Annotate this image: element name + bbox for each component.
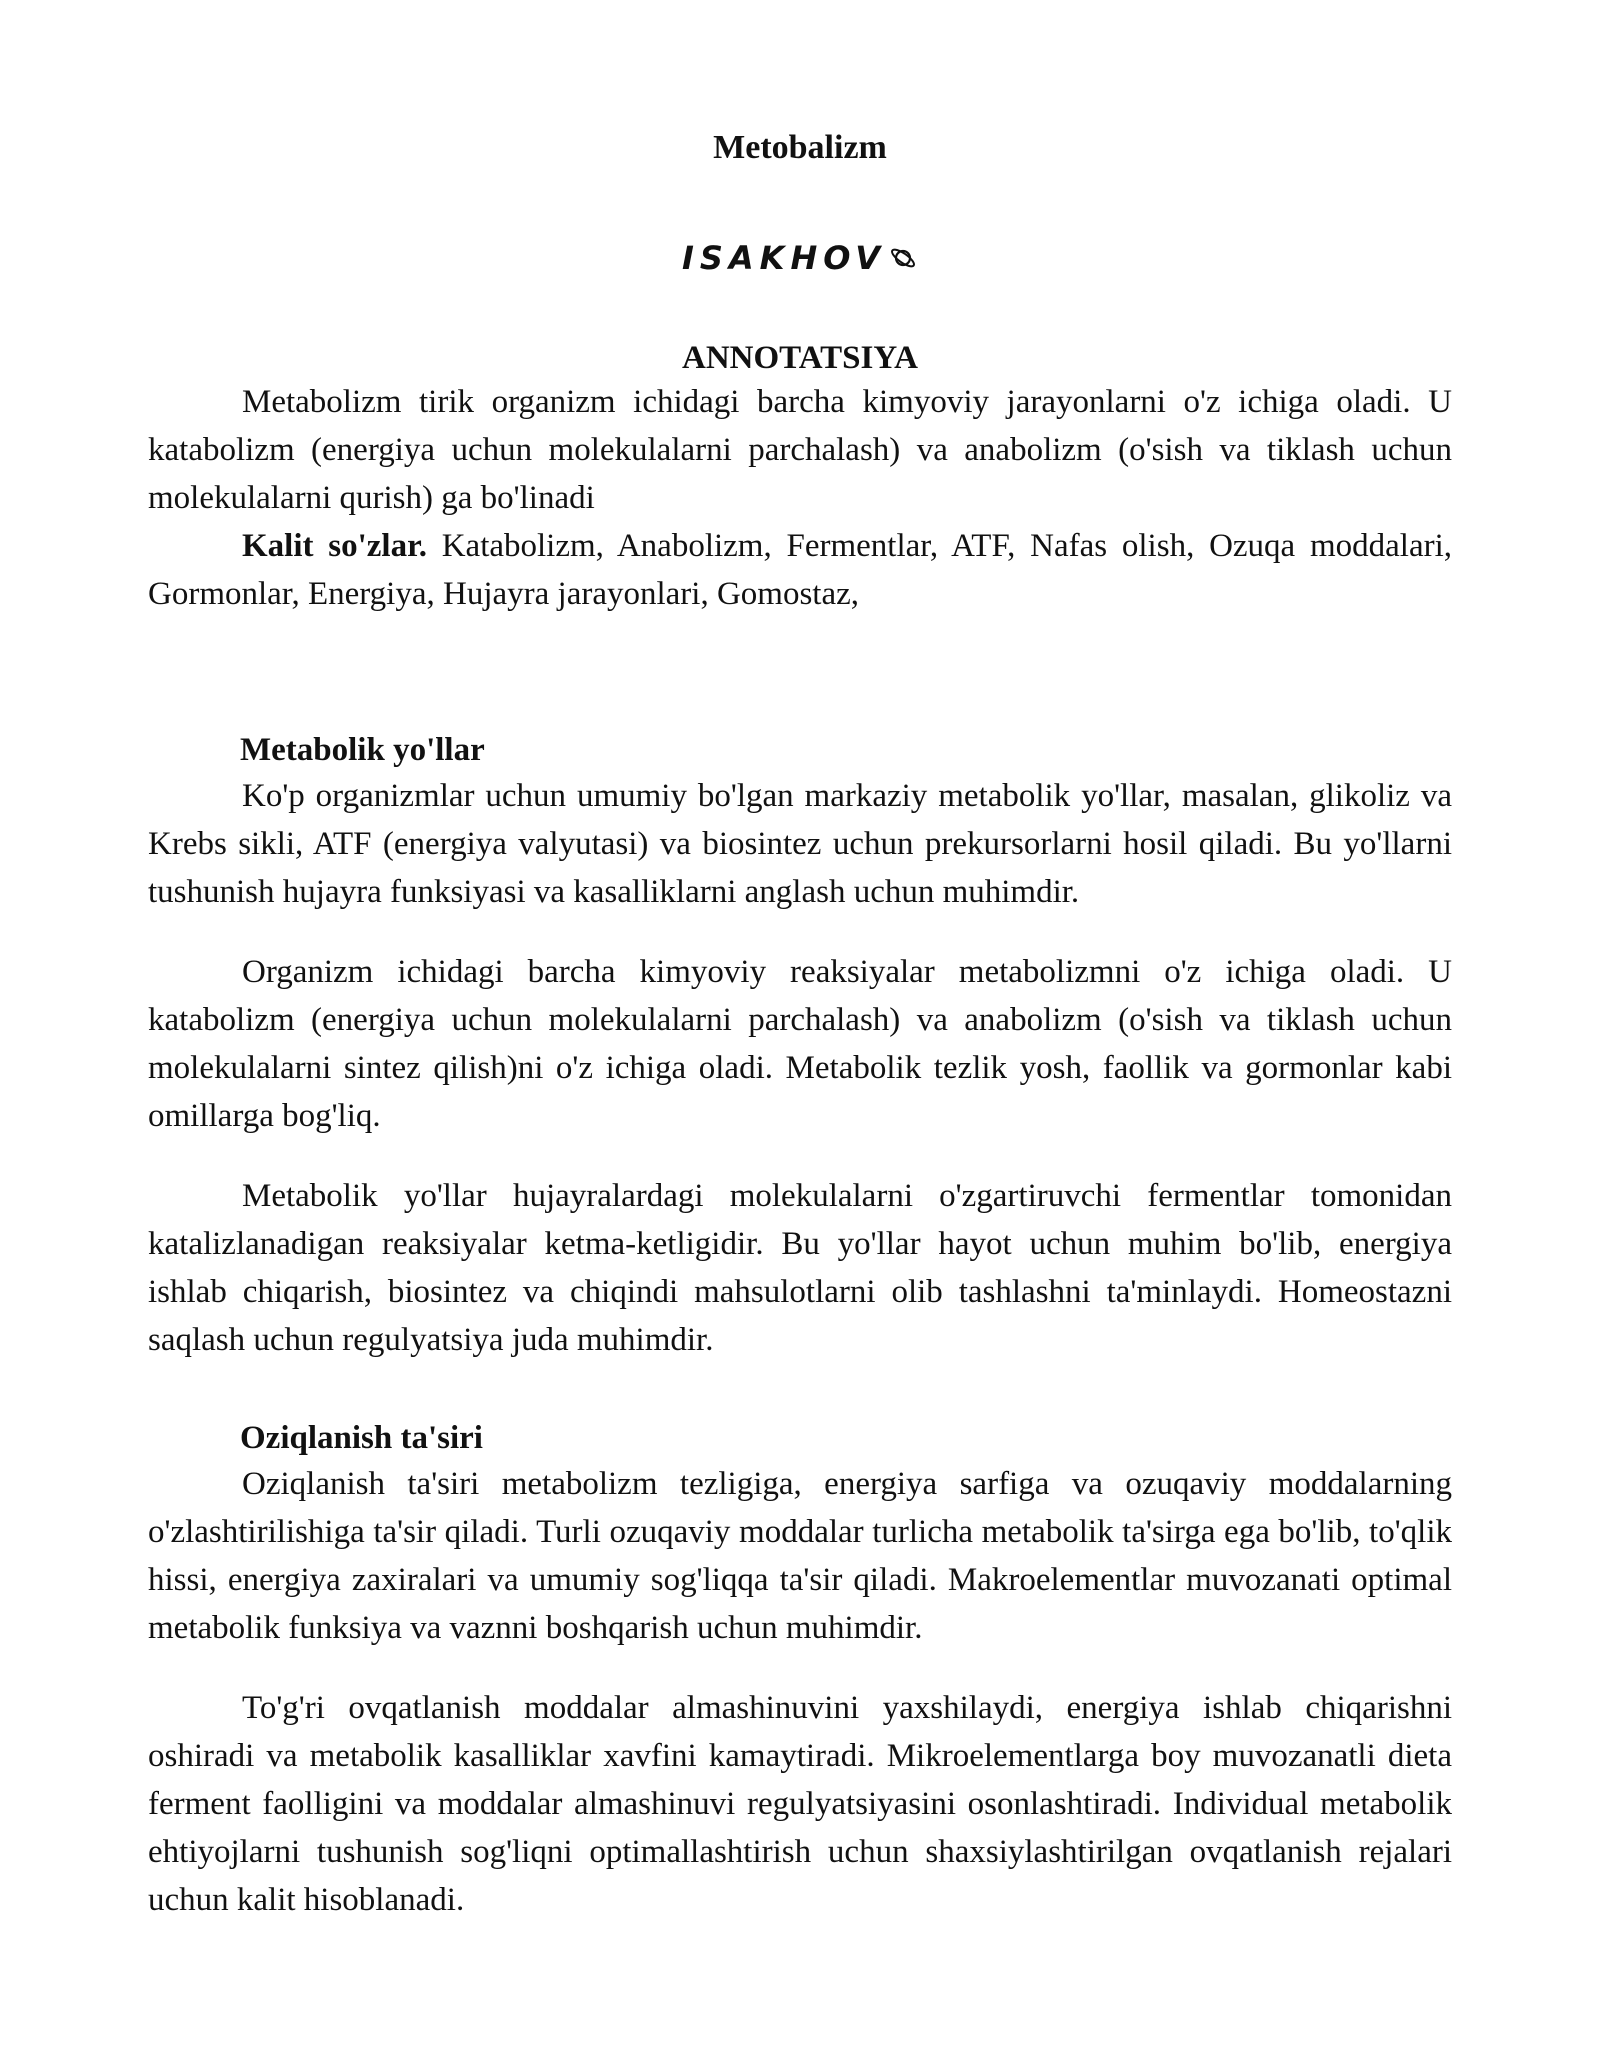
keywords-label: Kalit so'zlar. bbox=[242, 528, 427, 564]
planet-icon bbox=[886, 239, 918, 277]
section-paragraph: Metabolik yo'llar hujayralardagi molekulalarni o'zgartiruvchi fermentlar tomonidan katalizlanadigan reaksiyalar ketma-ketligidir. Bu yo'llar hayot uchun muhim bo'lib, energiya ishlab chiqarish, biosintez va chiqindi mahsulotlarni olib tashlashni ta'minlaydi. Homeostazni saqlash uchun regulyatsiya juda muhimdir. bbox=[148, 1178, 1452, 1358]
section-heading-metabolic-pathways: Metabolik yo'llar bbox=[240, 732, 485, 768]
document-title: Metobalizm bbox=[713, 129, 887, 166]
section-heading-nutrition-effect: Oziqlanish ta'siri bbox=[240, 1420, 483, 1456]
author-name: ISAKHOV bbox=[681, 239, 887, 277]
section-paragraph: Organizm ichidagi barcha kimyoviy reaksiyalar metabolizmni o'z ichiga oladi. U katabolizm (energiya uchun molekulalarni parchalash) va anabolizm (o'sish va tiklash uchun molekulalarni sintez qilish)ni o'z ichiga oladi. Metabolik tezlik yosh, faollik va gormonlar kabi omillarga bog'liq. bbox=[148, 954, 1452, 1134]
section-paragraph: To'g'ri ovqatlanish moddalar almashinuvini yaxshilaydi, energiya ishlab chiqarishni oshiradi va metabolik kasalliklar xavfini kamaytiradi. Mikroelementlarga boy muvozanatli dieta ferment faolligini va moddalar almashinuvi regulyatsiyasini osonlashtiradi. Individual metabolik ehtiyojlarni tushunish sog'liqni optimallashtirish uchun shaxsiylashtirilgan ovqatlanish rejalari uchun kalit hisoblanadi. bbox=[148, 1690, 1452, 1918]
section-paragraph: Ko'p organizmlar uchun umumiy bo'lgan markaziy metabolik yo'llar, masalan, glikoliz va Krebs sikli, ATF (energiya valyutasi) va biosintez uchun prekursorlarni hosil qiladi. Bu yo'llarni tushunish hujayra funksiyasi va kasalliklarni anglash uchun muhimdir. bbox=[148, 778, 1452, 910]
annotation-heading: ANNOTATSIYA bbox=[682, 340, 918, 376]
keywords-text: Katabolizm, Anabolizm, Fermentlar, ATF, Nafas olish, Ozuqa moddalari, Gormonlar, Energiya, Hujayra jarayonlari, Gomostaz, bbox=[148, 528, 1452, 612]
keywords-paragraph bbox=[148, 522, 1452, 618]
annotation-text: Metabolizm tirik organizm ichidagi barcha kimyoviy jarayonlarni o'z ichiga oladi. U katabolizm (energiya uchun molekulalarni parchalash) va anabolizm (o'sish va tiklash uchun molekulalarni qurish) ga bo'linadi bbox=[148, 384, 1452, 516]
author-line bbox=[148, 238, 1452, 278]
section-paragraph: Oziqlanish ta'siri metabolizm tezligiga, energiya sarfiga va ozuqaviy moddalarning o'zlashtirilishiga ta'sir qiladi. Turli ozuqaviy moddalar turlicha metabolik ta'sirga ega bo'lib, to'qlik hissi, energiya zaxiralari va umumiy sog'liqqa ta'sir qiladi. Makroelementlar muvozanati optimal metabolik funksiya va vaznni boshqarish uchun muhimdir. bbox=[148, 1466, 1452, 1646]
